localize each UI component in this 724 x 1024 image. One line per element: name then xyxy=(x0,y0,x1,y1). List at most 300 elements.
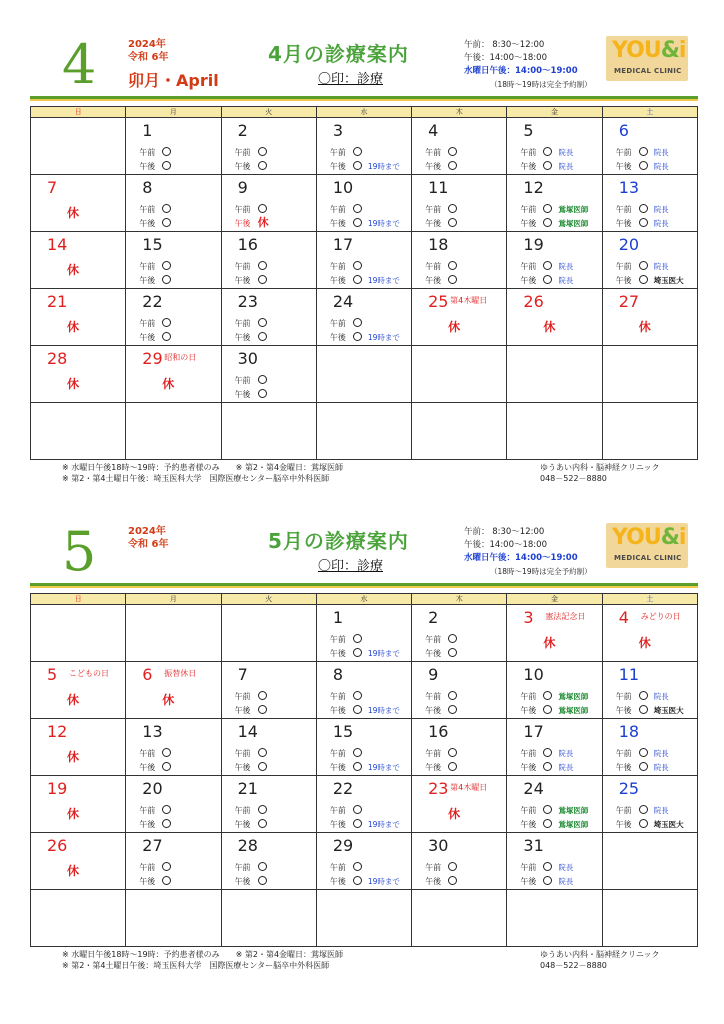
session-label: 午後 xyxy=(329,649,346,658)
holiday-label: みどりの日 xyxy=(640,612,681,621)
morning-session xyxy=(425,204,457,215)
afternoon-session xyxy=(520,819,588,830)
session-label: 午前 xyxy=(234,863,251,872)
session-doctor-note: 院長 xyxy=(558,749,574,758)
day-number: 26 xyxy=(47,836,68,855)
open-circle-icon xyxy=(448,634,457,643)
open-circle-icon xyxy=(353,748,362,757)
session-label: 午後 xyxy=(329,706,346,715)
morning-session xyxy=(616,805,669,816)
calendar-day-cell xyxy=(412,776,507,833)
calendar-day-cell xyxy=(316,719,411,776)
morning-session xyxy=(425,691,457,702)
open-circle-icon xyxy=(353,705,362,714)
session-label: 午後 xyxy=(139,276,156,285)
morning-session xyxy=(235,147,267,158)
morning-session xyxy=(235,318,267,329)
morning-session xyxy=(520,691,588,702)
morning-session xyxy=(139,147,171,158)
open-circle-icon xyxy=(448,261,457,270)
day-number: 29 xyxy=(332,836,354,855)
open-circle-icon xyxy=(353,691,362,700)
session-doctor-note: 19時まで xyxy=(367,333,400,342)
open-circle-icon xyxy=(258,147,267,156)
session-doctor-note: 19時まで xyxy=(367,276,400,285)
weekday-header: 火 xyxy=(221,107,316,118)
calendar-day-cell xyxy=(602,175,697,232)
open-circle-icon xyxy=(162,161,171,170)
calendar-day-cell xyxy=(602,289,697,346)
calendar-day-cell xyxy=(31,776,126,833)
session-doctor-note: 19時まで xyxy=(367,219,400,228)
session-doctor-note: 19時まで xyxy=(367,162,400,171)
holiday-label: こどもの日 xyxy=(69,669,109,678)
day-number: 20 xyxy=(618,235,640,254)
clinic-name: ゆうあい内科・脳神経クリニック xyxy=(540,463,660,472)
morning-session xyxy=(330,805,362,816)
open-circle-icon xyxy=(543,705,552,714)
open-circle-icon xyxy=(448,691,457,700)
session-doctor-note: 院長 xyxy=(653,262,669,271)
open-circle-icon xyxy=(258,805,267,814)
year-block xyxy=(128,38,168,64)
day-number: 25 xyxy=(618,779,640,798)
morning-session xyxy=(616,748,669,759)
calendar-day-cell xyxy=(602,833,697,890)
session-doctor-note: 院長 xyxy=(558,863,574,872)
session-label: 午前 xyxy=(234,319,251,328)
calendar-day-cell xyxy=(602,776,697,833)
open-circle-icon xyxy=(448,218,457,227)
session-doctor-note: 鴬塚医師 xyxy=(558,820,589,829)
calendar-day-cell xyxy=(126,890,221,947)
footer-note-2: ※ 第2・第4土曜日午後：埼玉医科大学 国際医療センター脳卒中外科医師 xyxy=(62,474,330,483)
afternoon-session xyxy=(616,762,669,773)
session-doctor-note: 19時まで xyxy=(367,820,400,829)
clinic-logo xyxy=(606,36,688,81)
day-number: 4 xyxy=(618,608,629,627)
morning-session xyxy=(520,748,573,759)
day-number: 2 xyxy=(428,608,439,627)
open-circle-icon xyxy=(258,762,267,771)
calendar-week-row xyxy=(31,175,698,232)
open-circle-icon xyxy=(353,862,362,871)
afternoon-session xyxy=(330,876,400,887)
open-circle-icon xyxy=(543,275,552,284)
open-circle-icon xyxy=(448,862,457,871)
morning-session xyxy=(235,375,267,386)
session-label: 午後 xyxy=(615,276,632,285)
day-number: 27 xyxy=(618,292,640,311)
session-label: 午後 xyxy=(234,333,251,342)
calendar-day-cell xyxy=(221,776,316,833)
session-label: 午前 xyxy=(425,262,442,271)
session-label: 午前 xyxy=(615,262,632,271)
weekday-header: 金 xyxy=(507,107,602,118)
session-label: 午前 xyxy=(139,148,156,157)
calendar-day-cell xyxy=(412,175,507,232)
closed-day-label: 休 xyxy=(448,320,461,334)
day-number: 30 xyxy=(428,836,449,855)
calendar-day-cell xyxy=(412,232,507,289)
weekday-header: 水 xyxy=(316,594,411,605)
session-doctor-note: 鴬塚医師 xyxy=(558,219,589,228)
morning-session xyxy=(235,691,267,702)
open-circle-icon xyxy=(639,218,648,227)
open-circle-icon xyxy=(448,705,457,714)
open-circle-icon xyxy=(639,691,648,700)
calendar-day-cell xyxy=(602,403,697,460)
calendar-day-cell xyxy=(316,403,411,460)
day-number: 18 xyxy=(618,722,640,741)
calendar-day-cell xyxy=(31,289,126,346)
session-label: 午前 xyxy=(520,262,537,271)
session-label: 午前 xyxy=(139,319,156,328)
morning-session xyxy=(330,204,362,215)
session-label: 午後 xyxy=(615,706,632,715)
session-label: 午後 xyxy=(139,219,156,228)
calendar-day-cell xyxy=(126,719,221,776)
calendar-day-cell xyxy=(126,232,221,289)
morning-session xyxy=(330,634,362,645)
closed-day-label: 休 xyxy=(162,377,175,391)
afternoon-session xyxy=(520,762,573,773)
open-circle-icon xyxy=(162,218,171,227)
day-number: 7 xyxy=(47,178,58,197)
calendar-day-cell xyxy=(412,289,507,346)
calendar-day-cell xyxy=(126,403,221,460)
calendar-day-cell xyxy=(602,719,697,776)
open-circle-icon xyxy=(639,161,648,170)
calendar-day-cell xyxy=(316,346,411,403)
day-number: 27 xyxy=(142,836,163,855)
open-circle-icon xyxy=(543,161,552,170)
holiday-label: 昭和の日 xyxy=(164,353,197,362)
holiday-label: 振替休日 xyxy=(164,669,197,678)
afternoon-session xyxy=(330,332,400,343)
session-doctor-note: 院長 xyxy=(653,205,669,214)
calendar-day-cell xyxy=(412,346,507,403)
session-doctor-note: 院長 xyxy=(653,749,669,758)
calendar-day-cell xyxy=(221,662,316,719)
page-title: 4月の診療案内 xyxy=(268,42,409,66)
open-circle-icon xyxy=(639,762,648,771)
session-label: 午後 xyxy=(425,276,442,285)
day-number: 3 xyxy=(332,121,344,140)
calendar-day-cell xyxy=(31,719,126,776)
session-label: 午後 xyxy=(329,333,346,342)
clinic-phone: 048－522－8880 xyxy=(540,474,607,483)
session-doctor-note: 鴬塚医師 xyxy=(558,692,589,701)
calendar-day-cell xyxy=(221,833,316,890)
morning-session xyxy=(520,147,573,158)
footer-notes xyxy=(62,949,343,971)
calendar-day-cell xyxy=(316,890,411,947)
open-circle-icon xyxy=(639,748,648,757)
open-circle-icon xyxy=(448,748,457,757)
session-label: 午前 xyxy=(520,863,537,872)
afternoon-session xyxy=(616,275,684,286)
day-number: 23 xyxy=(428,779,449,798)
session-label: 午後 xyxy=(329,877,346,886)
open-circle-icon xyxy=(353,147,362,156)
weekday-header: 水 xyxy=(316,107,411,118)
session-label: 午前 xyxy=(520,205,537,214)
open-circle-icon xyxy=(353,161,362,170)
footer-note-2: ※ 第2・第4土曜日午後：埼玉医科大学 国際医療センター脳卒中外科医師 xyxy=(62,961,330,970)
day-number: 1 xyxy=(332,608,344,627)
calendar-day-cell xyxy=(316,232,411,289)
holiday-label: 第4木曜日 xyxy=(450,296,488,305)
session-label: 午前 xyxy=(329,635,346,644)
day-number: 24 xyxy=(523,779,544,798)
open-circle-icon xyxy=(162,204,171,213)
day-number: 6 xyxy=(142,665,153,684)
open-circle-icon xyxy=(162,762,171,771)
session-label: 午後 xyxy=(139,877,156,886)
open-circle-icon xyxy=(258,332,267,341)
day-number: 29 xyxy=(142,349,163,368)
day-number: 21 xyxy=(47,292,68,311)
calendar-day-cell xyxy=(412,719,507,776)
calendar-week-row xyxy=(31,890,698,947)
year-block xyxy=(128,525,168,551)
afternoon-session xyxy=(425,218,457,229)
day-number: 3 xyxy=(523,608,534,627)
hours-wednesday: 水曜日午後：14:00～19:00 xyxy=(464,66,578,76)
session-label: 午後 xyxy=(139,763,156,772)
session-doctor-note: 鴬塚医師 xyxy=(558,205,589,214)
morning-session xyxy=(330,862,362,873)
afternoon-session xyxy=(235,819,267,830)
logo-text-bottom: MEDICAL CLINIC xyxy=(614,67,682,75)
open-circle-icon xyxy=(448,161,457,170)
day-number: 8 xyxy=(142,178,153,197)
session-label: 午後 xyxy=(234,820,251,829)
afternoon-session xyxy=(520,218,588,229)
weekday-header: 火 xyxy=(221,594,316,605)
session-closed-label: 休 xyxy=(257,216,269,229)
year-western: 2024年 xyxy=(128,39,166,50)
morning-session xyxy=(330,261,362,272)
calendar-week-row xyxy=(31,289,698,346)
session-label: 午後 xyxy=(234,162,251,171)
calendar-day-cell xyxy=(507,719,602,776)
closed-day-label: 休 xyxy=(67,320,80,334)
calendar-day-cell xyxy=(507,232,602,289)
afternoon-session xyxy=(330,705,400,716)
session-label: 午後 xyxy=(139,333,156,342)
day-number: 31 xyxy=(523,836,544,855)
afternoon-session xyxy=(330,648,400,659)
session-label: 午後 xyxy=(520,276,537,285)
session-label: 午後 xyxy=(234,276,251,285)
open-circle-icon xyxy=(543,204,552,213)
morning-session xyxy=(616,691,669,702)
session-doctor-note: 院長 xyxy=(558,262,574,271)
open-circle-icon xyxy=(639,805,648,814)
day-number: 10 xyxy=(523,665,544,684)
day-number: 15 xyxy=(332,722,354,741)
morning-session xyxy=(520,862,573,873)
open-circle-icon xyxy=(162,876,171,885)
weekday-header-row xyxy=(31,107,698,118)
session-label: 午前 xyxy=(425,148,442,157)
calendar-day-cell xyxy=(31,833,126,890)
open-circle-icon xyxy=(162,275,171,284)
day-number: 17 xyxy=(523,722,544,741)
session-label: 午前 xyxy=(329,863,346,872)
open-circle-icon xyxy=(448,876,457,885)
session-doctor-note: 鴬塚医師 xyxy=(558,806,589,815)
morning-session xyxy=(425,862,457,873)
open-circle-icon xyxy=(639,705,648,714)
calendar-section-may xyxy=(0,515,724,1003)
legend-subtitle: 〇印：診療 xyxy=(318,559,384,574)
open-circle-icon xyxy=(162,318,171,327)
session-doctor-note: 埼玉医大 xyxy=(653,820,684,829)
day-number: 2 xyxy=(237,121,248,140)
open-circle-icon xyxy=(258,705,267,714)
day-number: 7 xyxy=(237,665,248,684)
afternoon-session xyxy=(520,705,588,716)
session-label: 午前 xyxy=(234,262,251,271)
morning-session xyxy=(425,634,457,645)
session-label: 午後 xyxy=(234,763,251,772)
open-circle-icon xyxy=(639,147,648,156)
hours-note: （18時～19時は完全予約制） xyxy=(490,567,592,576)
session-doctor-note: 埼玉医大 xyxy=(653,276,684,285)
session-doctor-note: 院長 xyxy=(653,763,669,772)
calendar-day-cell xyxy=(31,890,126,947)
day-number: 14 xyxy=(47,235,68,254)
afternoon-session xyxy=(235,762,267,773)
afternoon-session xyxy=(330,275,400,286)
session-doctor-note: 19時まで xyxy=(367,649,400,658)
open-circle-icon xyxy=(162,748,171,757)
morning-session xyxy=(425,748,457,759)
day-number: 16 xyxy=(428,722,449,741)
day-number: 15 xyxy=(142,235,163,254)
legend-subtitle: 〇印：診療 xyxy=(318,72,384,87)
day-number: 28 xyxy=(237,836,258,855)
calendar-day-cell xyxy=(221,719,316,776)
open-circle-icon xyxy=(162,261,171,270)
clinic-phone: 048－522－8880 xyxy=(540,961,607,970)
hours-afternoon: 午後：14:00～18:00 xyxy=(464,53,547,63)
day-number: 10 xyxy=(332,178,354,197)
open-circle-icon xyxy=(639,261,648,270)
session-label: 午後 xyxy=(520,820,537,829)
header-divider xyxy=(30,96,698,101)
session-label: 午後 xyxy=(520,706,537,715)
day-number: 17 xyxy=(332,235,354,254)
calendar-week-row xyxy=(31,833,698,890)
session-label: 午後 xyxy=(329,162,346,171)
session-doctor-note: 院長 xyxy=(558,763,574,772)
footer-note-1: ※ 水曜日午後18時～19時：予約患者様のみ ※ 第2・第4金曜日：鴬塚医師 xyxy=(62,463,344,472)
hours-note: （18時～19時は完全予約制） xyxy=(490,80,592,89)
day-number: 23 xyxy=(237,292,258,311)
session-label: 午後 xyxy=(615,820,632,829)
calendar-day-cell xyxy=(126,346,221,403)
session-doctor-note: 院長 xyxy=(653,806,669,815)
day-number: 11 xyxy=(428,178,449,197)
session-label: 午前 xyxy=(329,692,346,701)
clinic-logo xyxy=(606,523,688,568)
morning-session xyxy=(235,805,267,816)
closed-day-label: 休 xyxy=(162,693,175,707)
afternoon-session xyxy=(425,762,457,773)
session-doctor-note: 院長 xyxy=(558,877,574,886)
afternoon-session xyxy=(425,161,457,172)
session-label: 午後 xyxy=(425,649,442,658)
afternoon-session xyxy=(235,161,267,172)
session-label: 午前 xyxy=(615,806,632,815)
open-circle-icon xyxy=(353,648,362,657)
clinic-name: ゆうあい内科・脳神経クリニック xyxy=(540,950,660,959)
calendar-section-april xyxy=(0,28,724,516)
open-circle-icon xyxy=(543,876,552,885)
calendar-day-cell xyxy=(507,346,602,403)
calendar-week-row xyxy=(31,719,698,776)
open-circle-icon xyxy=(258,161,267,170)
session-label: 午後 xyxy=(234,706,251,715)
calendar-day-cell xyxy=(126,175,221,232)
clinic-hours xyxy=(464,39,592,91)
logo-text-bottom: MEDICAL CLINIC xyxy=(614,554,682,562)
session-label: 午後 xyxy=(615,763,632,772)
open-circle-icon xyxy=(353,876,362,885)
afternoon-session xyxy=(139,876,171,887)
morning-session xyxy=(139,862,171,873)
open-circle-icon xyxy=(258,375,267,384)
afternoon-session xyxy=(139,275,171,286)
open-circle-icon xyxy=(162,147,171,156)
afternoon-session xyxy=(425,275,457,286)
afternoon-session xyxy=(520,161,573,172)
calendar-day-cell xyxy=(31,605,126,662)
calendar-day-cell xyxy=(507,289,602,346)
afternoon-session xyxy=(425,705,457,716)
calendar-day-cell xyxy=(126,118,221,175)
hours-morning: 午前： 8:30～12:00 xyxy=(464,40,545,50)
calendar-day-cell xyxy=(126,776,221,833)
calendar-day-cell xyxy=(126,605,221,662)
calendar-day-cell xyxy=(316,289,411,346)
calendar-day-cell xyxy=(507,662,602,719)
weekday-header: 日 xyxy=(31,594,126,605)
calendar-day-cell xyxy=(31,118,126,175)
morning-session xyxy=(520,805,588,816)
footer-note-1: ※ 水曜日午後18時～19時：予約患者様のみ ※ 第2・第4金曜日：鴬塚医師 xyxy=(62,950,344,959)
open-circle-icon xyxy=(543,147,552,156)
open-circle-icon xyxy=(162,805,171,814)
open-circle-icon xyxy=(353,634,362,643)
calendar-day-cell xyxy=(412,833,507,890)
afternoon-session xyxy=(139,218,171,229)
open-circle-icon xyxy=(543,748,552,757)
day-number: 24 xyxy=(332,292,354,311)
closed-day-label: 休 xyxy=(448,807,461,821)
afternoon-session xyxy=(330,161,400,172)
open-circle-icon xyxy=(448,147,457,156)
session-doctor-note: 院長 xyxy=(653,692,669,701)
day-number: 6 xyxy=(618,121,629,140)
day-number: 14 xyxy=(237,722,258,741)
day-number: 12 xyxy=(523,178,544,197)
closed-day-label: 休 xyxy=(543,320,556,334)
